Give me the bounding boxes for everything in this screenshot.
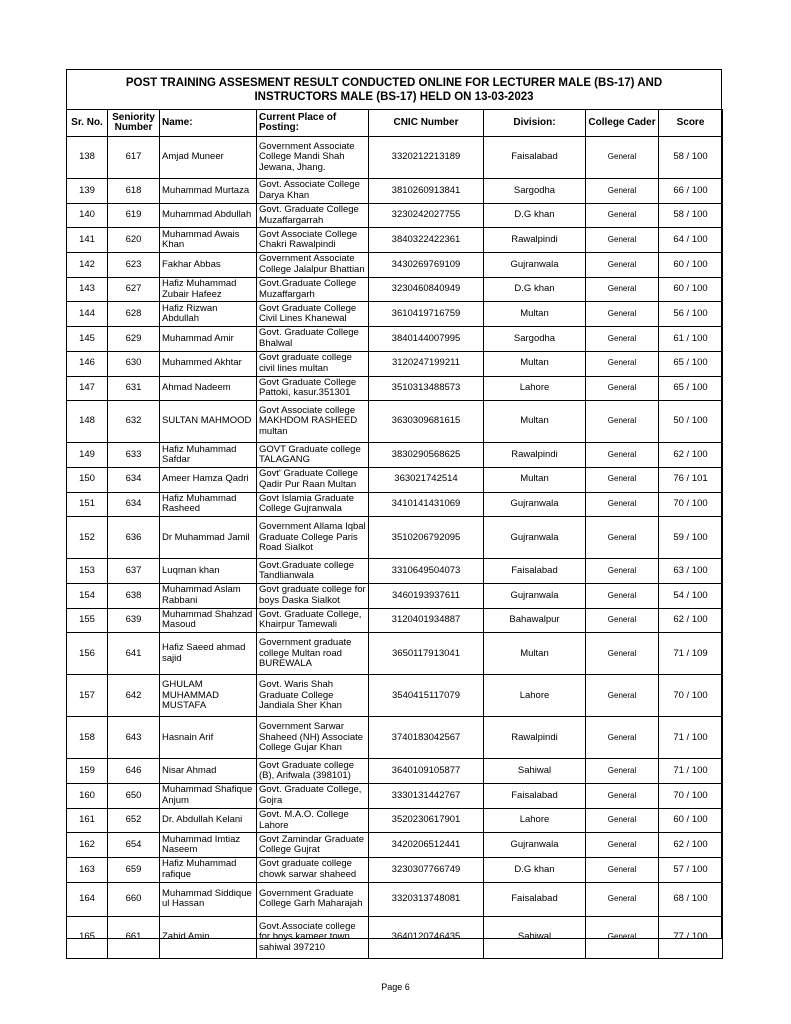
name-cell: Muhammad Imtiaz Naseem (160, 833, 257, 858)
division-cell: D.G khan (484, 858, 586, 883)
name-cell: Ahmad Nadeem (160, 376, 257, 401)
posting-cell: Government Associate College Mandi Shah Jewana, Jhang. (257, 137, 369, 179)
posting-cell: Govt. Graduate College, Gojra (257, 784, 369, 809)
cader-cell: General (586, 277, 659, 302)
division-cell: Faisalabad (484, 137, 586, 179)
seniority-cell: 617 (108, 137, 160, 179)
cader-cell: General (586, 492, 659, 517)
name-cell: Nisar Ahmad (160, 759, 257, 784)
division-cell: Gujranwala (484, 833, 586, 858)
posting-cell: Govt graduate college for boys Daska Sialkot (257, 583, 369, 608)
sr-cell: 154 (67, 583, 108, 608)
name-cell: Hafiz Muhammad rafique (160, 858, 257, 883)
table-row (67, 882, 723, 916)
sr-cell: 149 (67, 443, 108, 468)
division-cell: Faisalabad (484, 559, 586, 584)
cnic-cell: 3120401934887 (369, 608, 484, 633)
sr-cell: 162 (67, 833, 108, 858)
seniority-cell: 632 (108, 401, 160, 443)
seniority-cell: 646 (108, 759, 160, 784)
seniority-cell: 634 (108, 467, 160, 492)
posting-cell: Govt. Graduate College, Khairpur Tamewali (257, 608, 369, 633)
posting-cell: Govt graduate college civil lines multan (257, 351, 369, 376)
division-cell: Gujranwala (484, 253, 586, 278)
sr-cell: 151 (67, 492, 108, 517)
name-cell: Muhammad Shafique Anjum (160, 784, 257, 809)
cader-cell: General (586, 253, 659, 278)
table-row (67, 277, 723, 302)
cader-cell: General (586, 559, 659, 584)
cader-cell: General (586, 302, 659, 327)
cnic-cell: 3310649504073 (369, 559, 484, 584)
name-cell: Dr Muhammad Jamil (160, 517, 257, 559)
cnic-cell: 3430269769109 (369, 253, 484, 278)
seniority-cell: 618 (108, 179, 160, 204)
cader-cell: General (586, 608, 659, 633)
title-line-2: INSTRUCTORS MALE (BS-17) HELD ON 13-03-2023 (254, 91, 534, 103)
division-cell: Lahore (484, 808, 586, 833)
cnic-cell: 3230242027755 (369, 203, 484, 228)
cader-cell: General (586, 633, 659, 675)
seniority-cell: 638 (108, 583, 160, 608)
seniority-cell: 633 (108, 443, 160, 468)
score-cell: 60 / 100 (659, 253, 723, 278)
sr-cell: 141 (67, 228, 108, 253)
cader-cell: General (586, 401, 659, 443)
posting-cell: Govt.Graduate college Tandlianwala (257, 559, 369, 584)
sr-cell: 143 (67, 277, 108, 302)
cnic-cell: 3320313748081 (369, 882, 484, 916)
name-cell: Amjad Muneer (160, 137, 257, 179)
division-cell: Gujranwala (484, 517, 586, 559)
name-cell: Muhammad Shahzad Masoud (160, 608, 257, 633)
table-row (67, 467, 723, 492)
division-cell: Rawalpindi (484, 443, 586, 468)
posting-cell: Govt' Graduate College Qadir Pur Raan Multan (257, 467, 369, 492)
name-cell: Hafiz Saeed ahmad sajid (160, 633, 257, 675)
cader-cell: General (586, 882, 659, 916)
cader-cell: General (586, 467, 659, 492)
cader-cell: General (586, 833, 659, 858)
title-line-1: POST TRAINING ASSESMENT RESULT CONDUCTED ONLINE FOR LECTURER MALE (BS-17) AND (125, 77, 663, 89)
cnic-cell: 3630309681615 (369, 401, 484, 443)
cnic-cell: 3320212213189 (369, 137, 484, 179)
cader-cell: General (586, 858, 659, 883)
sr-cell: 163 (67, 858, 108, 883)
posting-cell: Govt.Graduate College Muzaffargarh (257, 277, 369, 302)
cnic-cell: 3640109105877 (369, 759, 484, 784)
seniority-cell: 639 (108, 608, 160, 633)
table-row (67, 351, 723, 376)
header-seniority: Seniority Number (108, 110, 160, 137)
score-cell: 71 / 100 (659, 759, 723, 784)
name-cell: GHULAM MUHAMMAD MUSTAFA (160, 675, 257, 717)
score-cell: 61 / 100 (659, 327, 723, 352)
cnic-cell: 3540415117079 (369, 675, 484, 717)
name-cell: Ameer Hamza Qadri (160, 467, 257, 492)
sr-cell: 156 (67, 633, 108, 675)
sr-cell: 153 (67, 559, 108, 584)
table-row (67, 443, 723, 468)
division-cell: Rawalpindi (484, 228, 586, 253)
score-cell: 60 / 100 (659, 808, 723, 833)
sr-cell: 148 (67, 401, 108, 443)
table-row (67, 401, 723, 443)
division-cell: Multan (484, 467, 586, 492)
table-row (67, 253, 723, 278)
cnic-cell: 3830290568625 (369, 443, 484, 468)
cnic-cell: 3640120746435 (369, 916, 484, 958)
table-row (67, 228, 723, 253)
sr-cell: 157 (67, 675, 108, 717)
posting-cell: Govt Graduate college (B), Arifwala (398101) (257, 759, 369, 784)
score-cell: 77 / 100 (659, 916, 723, 958)
posting-cell: Govt Associate College Chakri Rawalpindi (257, 228, 369, 253)
posting-cell: Govt. Associate College Darya Khan (257, 179, 369, 204)
sr-cell: 138 (67, 137, 108, 179)
seniority-cell: 642 (108, 675, 160, 717)
score-cell: 66 / 100 (659, 179, 723, 204)
table-row (67, 759, 723, 784)
table-row (67, 675, 723, 717)
score-cell: 54 / 100 (659, 583, 723, 608)
sr-cell: 150 (67, 467, 108, 492)
table-row (67, 137, 723, 179)
seniority-cell: 660 (108, 882, 160, 916)
division-cell: Lahore (484, 376, 586, 401)
score-cell: 65 / 100 (659, 376, 723, 401)
header-posting: Current Place of Posting: (257, 110, 369, 137)
division-cell: Faisalabad (484, 784, 586, 809)
header-sr: Sr. No. (67, 110, 108, 137)
posting-cell: Govt Associate college MAKHDOM RASHEED multan (257, 401, 369, 443)
posting-cell: Govt graduate college chowk sarwar shaheed (257, 858, 369, 883)
seniority-cell: 652 (108, 808, 160, 833)
table-row (67, 858, 723, 883)
seniority-cell: 654 (108, 833, 160, 858)
division-cell: Gujranwala (484, 492, 586, 517)
division-cell: Rawalpindi (484, 717, 586, 759)
page-number: Page 6 (381, 982, 410, 992)
name-cell: Hafiz Muhammad Rasheed (160, 492, 257, 517)
sr-cell: 146 (67, 351, 108, 376)
cnic-cell: 3120247199211 (369, 351, 484, 376)
cnic-cell: 3420206512441 (369, 833, 484, 858)
seniority-cell: 629 (108, 327, 160, 352)
score-cell: 62 / 100 (659, 608, 723, 633)
table-row (67, 583, 723, 608)
name-cell: Muhammad Amir (160, 327, 257, 352)
seniority-cell: 636 (108, 517, 160, 559)
table-row (67, 492, 723, 517)
seniority-cell: 650 (108, 784, 160, 809)
cader-cell: General (586, 376, 659, 401)
posting-cell: Govt Zamindar Graduate College Gujrat (257, 833, 369, 858)
posting-cell: Government Graduate College Garh Maharajah (257, 882, 369, 916)
score-cell: 56 / 100 (659, 302, 723, 327)
seniority-cell: 620 (108, 228, 160, 253)
division-cell: Sargodha (484, 327, 586, 352)
name-cell: Hafiz Muhammad Zubair Hafeez (160, 277, 257, 302)
score-cell: 71 / 100 (659, 717, 723, 759)
name-cell: Hasnain Arif (160, 717, 257, 759)
score-cell: 50 / 100 (659, 401, 723, 443)
name-cell: Muhammad Awais Khan (160, 228, 257, 253)
score-cell: 63 / 100 (659, 559, 723, 584)
division-cell: Faisalabad (484, 882, 586, 916)
table-row (67, 327, 723, 352)
results-table (66, 109, 723, 959)
table-row (67, 633, 723, 675)
posting-cell: Government Allama Iqbal Graduate College Paris Road Sialkot (257, 517, 369, 559)
cnic-cell: 363021742514 (369, 467, 484, 492)
cader-cell: General (586, 583, 659, 608)
sr-cell: 152 (67, 517, 108, 559)
sr-cell: 155 (67, 608, 108, 633)
table-row (67, 608, 723, 633)
cnic-cell: 3330131442767 (369, 784, 484, 809)
sr-cell: 164 (67, 882, 108, 916)
cnic-cell: 3810260913841 (369, 179, 484, 204)
seniority-cell: 661 (108, 916, 160, 958)
cader-cell: General (586, 717, 659, 759)
name-cell: Muhammad Aslam Rabbani (160, 583, 257, 608)
posting-cell: Govt. Graduate College Muzaffargarrah (257, 203, 369, 228)
seniority-cell: 631 (108, 376, 160, 401)
posting-cell: Govt Islamia Graduate College Gujranwala (257, 492, 369, 517)
posting-cell: Govt. Graduate College Bhalwal (257, 327, 369, 352)
score-cell: 59 / 100 (659, 517, 723, 559)
cader-cell: General (586, 137, 659, 179)
name-cell: Hafiz Muhammad Safdar (160, 443, 257, 468)
division-cell: Lahore (484, 675, 586, 717)
seniority-cell: 634 (108, 492, 160, 517)
sr-cell: 139 (67, 179, 108, 204)
sr-cell: 161 (67, 808, 108, 833)
table-row (67, 179, 723, 204)
seniority-cell: 659 (108, 858, 160, 883)
cader-cell: General (586, 675, 659, 717)
sr-cell: 158 (67, 717, 108, 759)
sr-cell: 144 (67, 302, 108, 327)
cader-cell: General (586, 179, 659, 204)
cnic-cell: 3520230617901 (369, 808, 484, 833)
cader-cell: General (586, 759, 659, 784)
posting-cell: Government Associate College Jalalpur Bhattian (257, 253, 369, 278)
cnic-cell: 3610419716759 (369, 302, 484, 327)
seniority-cell: 630 (108, 351, 160, 376)
cnic-cell: 3460193937611 (369, 583, 484, 608)
seniority-cell: 643 (108, 717, 160, 759)
seniority-cell: 623 (108, 253, 160, 278)
table-row (67, 302, 723, 327)
cnic-cell: 3230460840949 (369, 277, 484, 302)
cnic-cell: 3740183042567 (369, 717, 484, 759)
cader-cell: General (586, 351, 659, 376)
sr-cell: 140 (67, 203, 108, 228)
name-cell: Muhammed Akhtar (160, 351, 257, 376)
table-row (67, 517, 723, 559)
sr-cell: 159 (67, 759, 108, 784)
table-row (67, 203, 723, 228)
name-cell: Zahid Amin (160, 916, 257, 958)
posting-cell: Govt.Associate college for boys kameer town sahiwal 397210 (257, 916, 369, 958)
cnic-cell: 3840322422361 (369, 228, 484, 253)
cader-cell: General (586, 916, 659, 958)
table-row (67, 717, 723, 759)
posting-cell: Govt Graduate College Pattoki, kasur.351301 (257, 376, 369, 401)
score-cell: 70 / 100 (659, 784, 723, 809)
cnic-cell: 3230307766749 (369, 858, 484, 883)
sr-cell: 160 (67, 784, 108, 809)
division-cell: Bahawalpur (484, 608, 586, 633)
table-row (67, 916, 723, 958)
seniority-cell: 641 (108, 633, 160, 675)
sr-cell: 147 (67, 376, 108, 401)
score-cell: 64 / 100 (659, 228, 723, 253)
cnic-cell: 3510313488573 (369, 376, 484, 401)
table-row (67, 376, 723, 401)
cnic-cell: 3510206792095 (369, 517, 484, 559)
division-cell: Gujranwala (484, 583, 586, 608)
sr-cell: 145 (67, 327, 108, 352)
seniority-cell: 619 (108, 203, 160, 228)
posting-cell: Government graduate college Multan road BUREWALA (257, 633, 369, 675)
division-cell: Sahiwal (484, 916, 586, 958)
cnic-cell: 3840144007995 (369, 327, 484, 352)
name-cell: Muhammad Murtaza (160, 179, 257, 204)
seniority-cell: 637 (108, 559, 160, 584)
score-cell: 68 / 100 (659, 882, 723, 916)
name-cell: Muhammad Siddique ul Hassan (160, 882, 257, 916)
cnic-cell: 3650117913041 (369, 633, 484, 675)
sr-cell: 165 (67, 916, 108, 958)
name-cell: Muhammad Abdullah (160, 203, 257, 228)
score-cell: 57 / 100 (659, 858, 723, 883)
posting-cell: Govt Graduate College Civil Lines Khanewal (257, 302, 369, 327)
cader-cell: General (586, 203, 659, 228)
score-cell: 62 / 100 (659, 443, 723, 468)
table-row (67, 833, 723, 858)
score-cell: 76 / 101 (659, 467, 723, 492)
division-cell: D.G khan (484, 277, 586, 302)
cader-cell: General (586, 443, 659, 468)
score-cell: 60 / 100 (659, 277, 723, 302)
cnic-cell: 3410141431069 (369, 492, 484, 517)
division-cell: Multan (484, 302, 586, 327)
cader-cell: General (586, 784, 659, 809)
division-cell: Multan (484, 351, 586, 376)
division-cell: Sahiwal (484, 759, 586, 784)
score-cell: 58 / 100 (659, 137, 723, 179)
table-row (67, 808, 723, 833)
score-cell: 65 / 100 (659, 351, 723, 376)
division-cell: Sargodha (484, 179, 586, 204)
score-cell: 70 / 100 (659, 675, 723, 717)
header-name: Name: (160, 110, 257, 137)
posting-cell: Government Sarwar Shaheed (NH) Associate College Gujar Khan (257, 717, 369, 759)
header-division: Division: (484, 110, 586, 137)
name-cell: Luqman khan (160, 559, 257, 584)
table-row (67, 559, 723, 584)
name-cell: Dr. Abdullah Kelani (160, 808, 257, 833)
header-score: Score (659, 110, 723, 137)
division-cell: D.G khan (484, 203, 586, 228)
header-cader: College Cader (586, 110, 659, 137)
header-cnic: CNIC Number (369, 110, 484, 137)
table-row (67, 784, 723, 809)
document-title (67, 70, 721, 110)
name-cell: Hafiz Rizwan Abdullah (160, 302, 257, 327)
posting-cell: Govt. M.A.O. College Lahore (257, 808, 369, 833)
cader-cell: General (586, 517, 659, 559)
division-cell: Multan (484, 633, 586, 675)
score-cell: 70 / 100 (659, 492, 723, 517)
result-sheet (66, 69, 722, 953)
cader-cell: General (586, 228, 659, 253)
name-cell: SULTAN MAHMOOD (160, 401, 257, 443)
seniority-cell: 628 (108, 302, 160, 327)
cader-cell: General (586, 808, 659, 833)
posting-cell: Govt. Waris Shah Graduate College Jandiala Sher Khan (257, 675, 369, 717)
header-row (67, 110, 723, 137)
posting-cell: GOVT Graduate college TALAGANG (257, 443, 369, 468)
name-cell: Fakhar Abbas (160, 253, 257, 278)
score-cell: 62 / 100 (659, 833, 723, 858)
cader-cell: General (586, 327, 659, 352)
sr-cell: 142 (67, 253, 108, 278)
score-cell: 71 / 109 (659, 633, 723, 675)
score-cell: 58 / 100 (659, 203, 723, 228)
division-cell: Multan (484, 401, 586, 443)
seniority-cell: 627 (108, 277, 160, 302)
